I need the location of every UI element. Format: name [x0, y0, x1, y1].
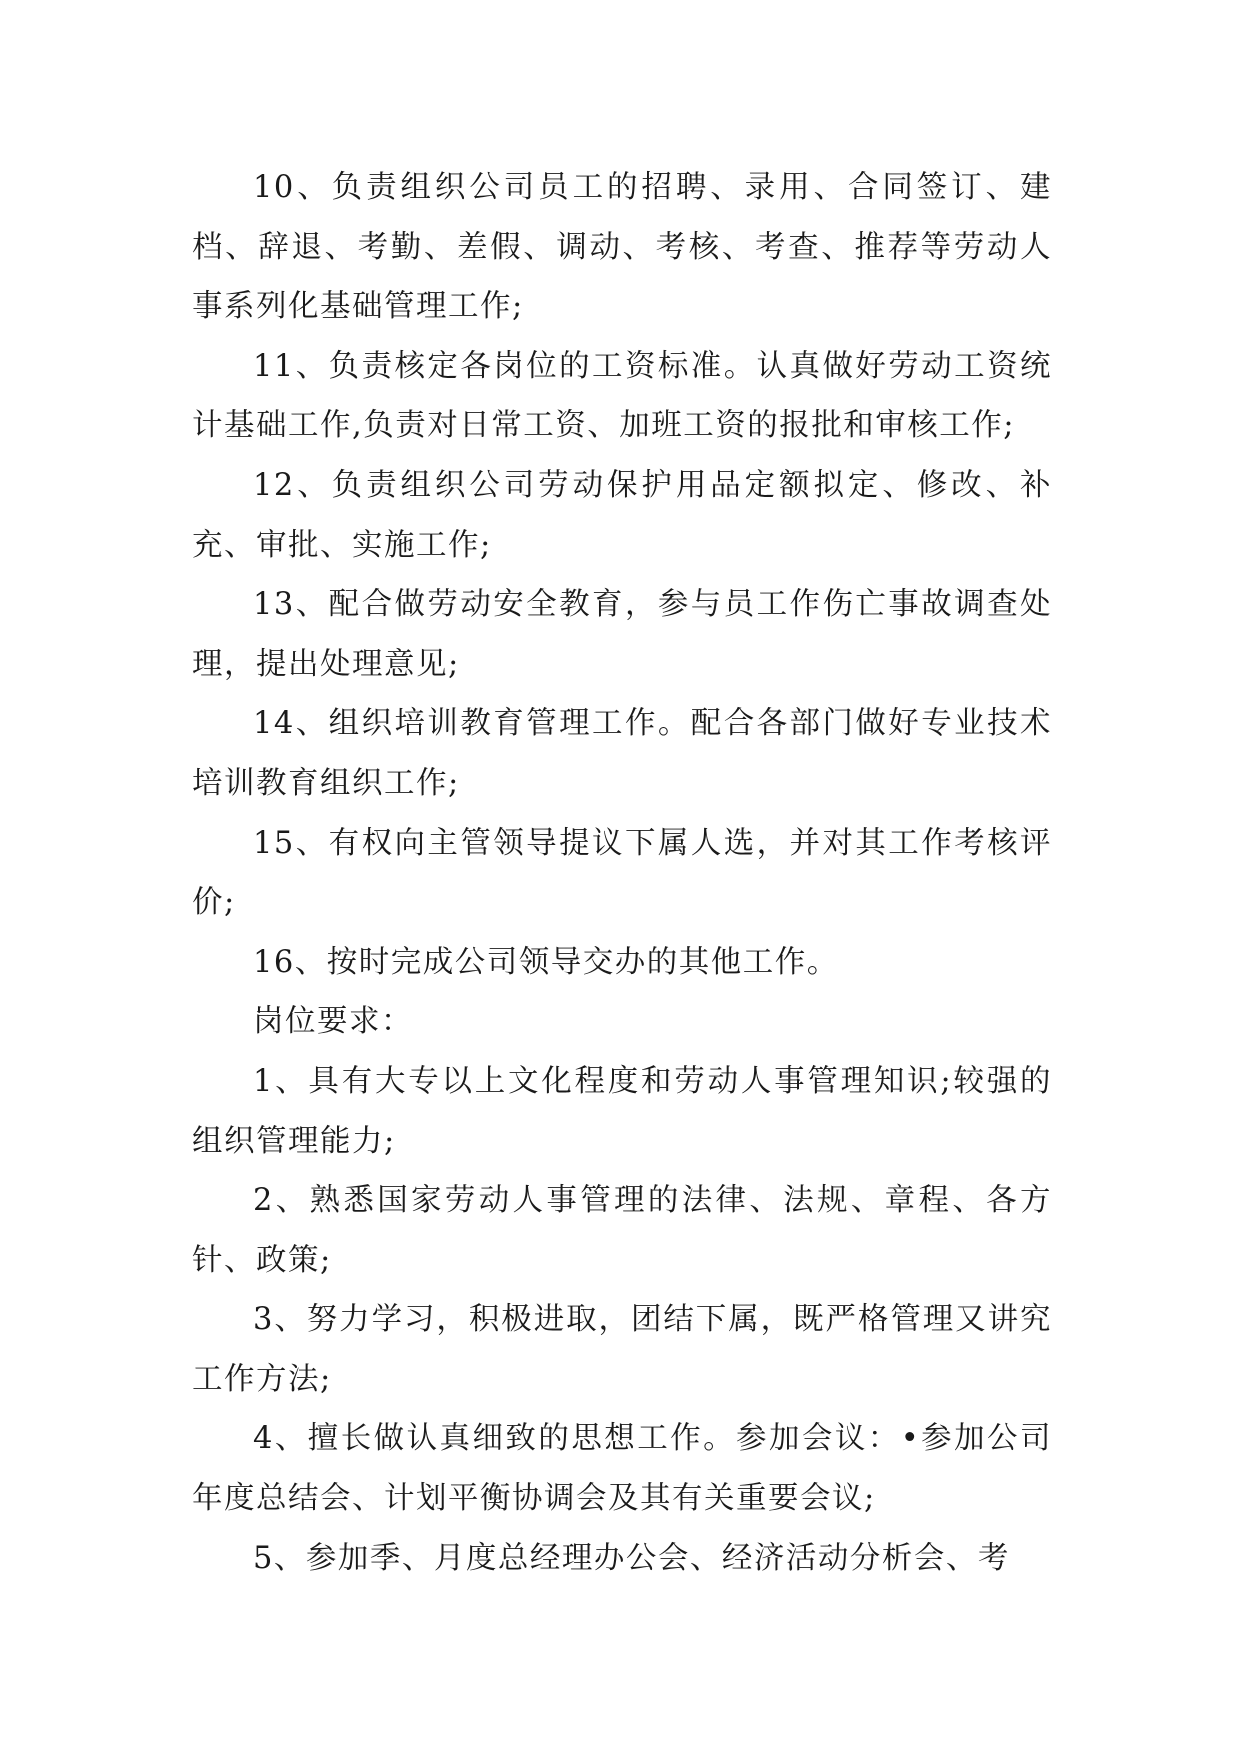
- paragraph-duty-10: 10、负责组织公司员工的招聘、录用、合同签订、建档、辞退、考勤、差假、调动、考核、考查、推荐等劳动人事系列化基础管理工作;: [192, 170, 1052, 325]
- paragraph-duty-15: 15、有权向主管领导提议下属人选，并对其工作考核评价;: [192, 825, 1052, 921]
- paragraph-duty-13: 13、配合做劳动安全教育，参与员工作伤亡事故调查处理，提出处理意见;: [192, 587, 1052, 682]
- paragraph-duty-12: 12、负责组织公司劳动保护用品定额拟定、修改、补充、审批、实施工作;: [192, 467, 1052, 563]
- paragraph-duty-14: 14、组织培训教育管理工作。配合各部门做好专业技术培训教育组织工作;: [192, 706, 1052, 801]
- paragraph-duty-16: 16、按时完成公司领导交办的其他工作。: [253, 944, 839, 980]
- paragraph-requirement-2: 2、熟悉国家劳动人事管理的法律、法规、章程、各方针、政策;: [192, 1183, 1052, 1278]
- paragraph-duty-11: 11、负责核定各岗位的工资标准。认真做好劳动工资统计基础工作,负责对日常工资、加班工资的报批和审核工作;: [192, 348, 1052, 444]
- paragraph-requirement-4: 4、擅长做认真细致的思想工作。参加会议：•参加公司年度总结会、计划平衡协调会及其有关重要会议;: [192, 1421, 1052, 1517]
- section-heading-requirements: 岗位要求：: [253, 1004, 413, 1040]
- document-body: [192, 158, 1052, 1588]
- paragraph-requirement-1: 1、具有大专以上文化程度和劳动人事管理知识;较强的组织管理能力;: [192, 1063, 1052, 1159]
- paragraph-requirement-5: 5、参加季、月度总经理办公会、经济活动分析会、考: [253, 1540, 1010, 1576]
- paragraph-requirement-3: 3、努力学习，积极进取，团结下属，既严格管理又讲究工作方法;: [192, 1302, 1052, 1397]
